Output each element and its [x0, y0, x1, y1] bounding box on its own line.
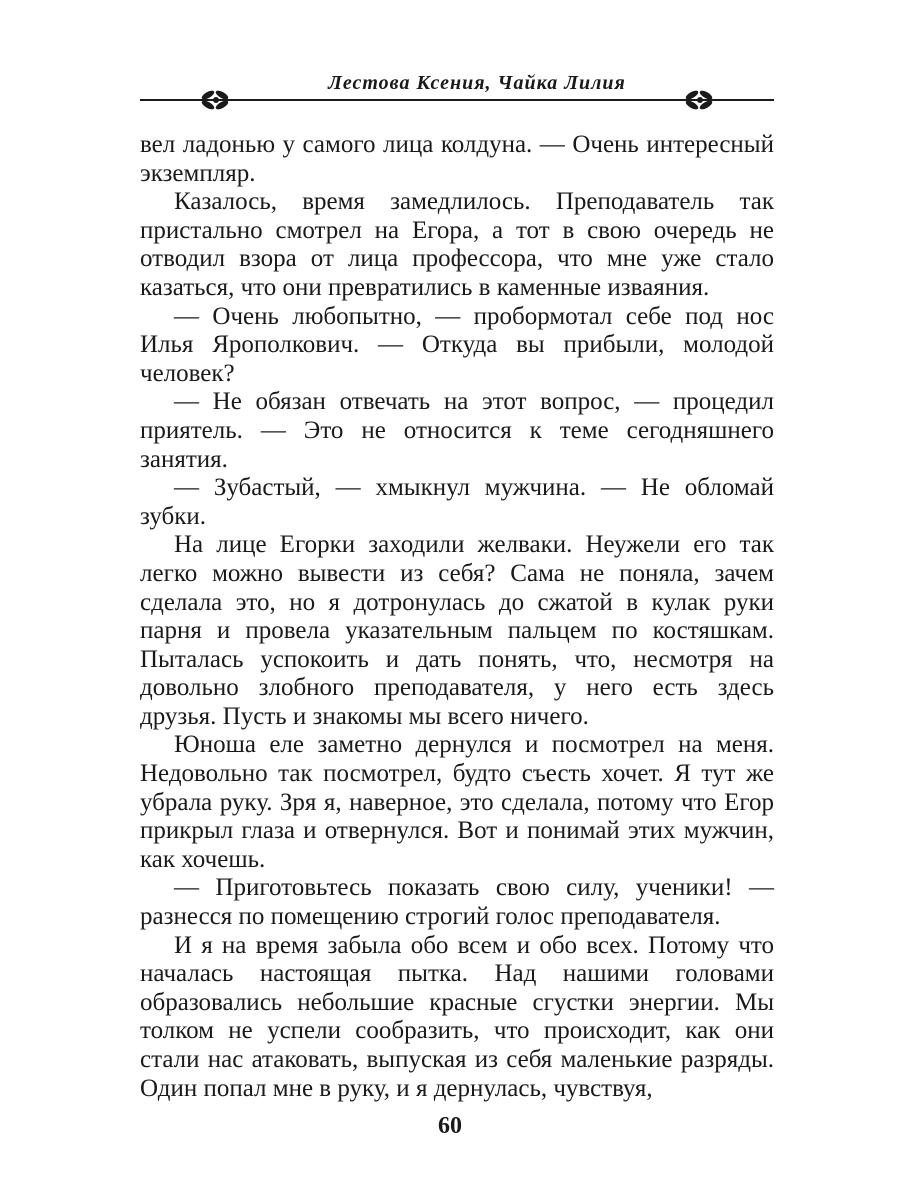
page-number: 60 [438, 1113, 462, 1139]
ornamental-rule-icon [140, 88, 774, 112]
page-text [140, 131, 774, 1103]
dialogue-paragraph: — Зубастый, — хмыкнул мужчина. — Не обломай зубки. [140, 474, 774, 530]
running-header [140, 68, 774, 112]
paragraph: Казалось, время замедлилось. Преподаватель так пристально смотрел на Егора, а тот в свою очередь не отводил взора от лица профессора, что мне уже стало казаться, что они превратились в каменные изваяния. [140, 188, 774, 301]
paragraph: И я на время забыла обо всем и обо всех. Потому что началась настоящая пытка. Над нашими головами образовались небольшие красные сгустки энергии. Мы толком не успели сообразить, что происходит, как они стали нас атаковать, выпуская из себя маленькие разряды. Один попал мне в руку, и я дернулась, чувствуя, [140, 931, 774, 1102]
paragraph: На лице Егорки заходили желваки. Неужели его так легко можно вывести из себя? Сама не поняла, зачем сделала это, но я дотронулась до сжатой в кулак руки парня и провела указательным пальцем по костяшкам. Пыталась успокоить и дать понять, что, несмотря на довольно злобного преподавателя, у него есть здесь друзья. Пусть и знакомы мы всего ничего. [140, 531, 774, 730]
running-title: Лестова Ксения, Чайка Лилия [328, 72, 626, 94]
paragraph: Юноша еле заметно дернулся и посмотрел на меня. Недовольно так посмотрел, будто съесть хочет. Я тут же убрала руку. Зря я, наверное, это сделала, потому что Егор прикрыл глаза и отвернулся. Вот и понимай этих мужчин, как хочешь. [140, 731, 774, 873]
dialogue-paragraph: — Приготовьтесь показать свою силу, ученики! — разнесся по помещению строгий голос преподавателя. [140, 874, 774, 931]
dialogue-paragraph: — Очень любопытно, — пробормотал себе под нос Илья Ярополкович. — Откуда вы прибыли, молодой человек? [140, 302, 774, 387]
dialogue-paragraph: — Не обязан отвечать на этот вопрос, — процедил приятель. — Это не относится к теме сегодняшнего занятия. [140, 388, 774, 473]
paragraph-continuation: вел ладонью у самого лица колдуна. — Очень интересный экземпляр. [140, 131, 774, 187]
